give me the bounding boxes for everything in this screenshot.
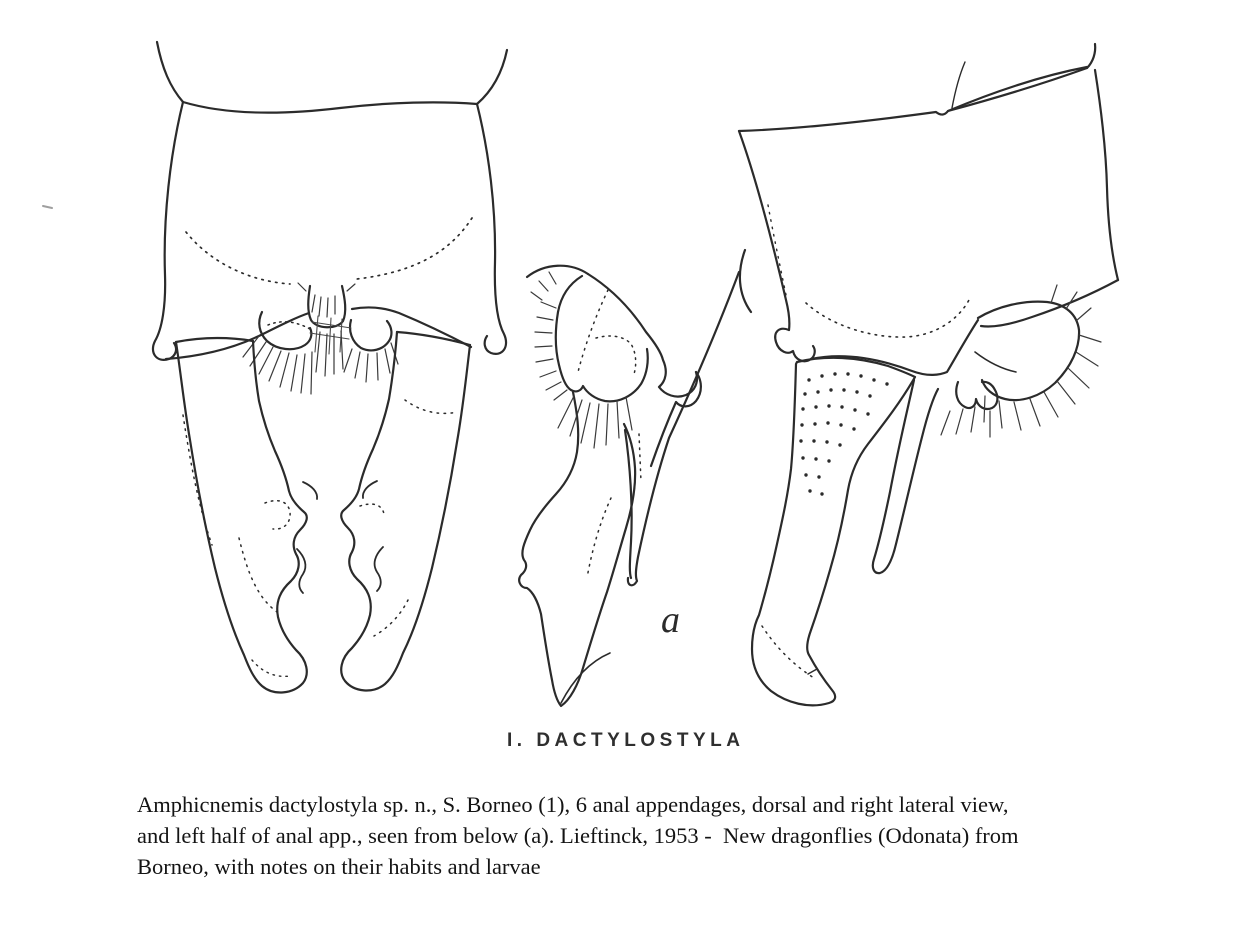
stray-mark	[43, 206, 52, 208]
figure-plate-label: I. DACTYLOSTYLA	[507, 730, 745, 751]
dorsal-view-drawing	[153, 42, 507, 692]
subfigure-label-a: a	[661, 599, 680, 641]
caption-line-3: Borneo, with notes on their habits and larvae	[137, 854, 541, 879]
lateral-view-drawing	[739, 44, 1118, 705]
ventral-half-view-drawing	[519, 266, 739, 706]
caption-line-1: Amphicnemis dactylostyla sp. n., S. Borneo (1), 6 anal appendages, dorsal and right lateral view,	[137, 792, 1009, 817]
figure-caption	[137, 789, 1019, 882]
caption-line-2: and left half of anal app., seen from below (a). Lieftinck, 1953 - New dragonflies (Odonata) from	[137, 823, 1019, 848]
